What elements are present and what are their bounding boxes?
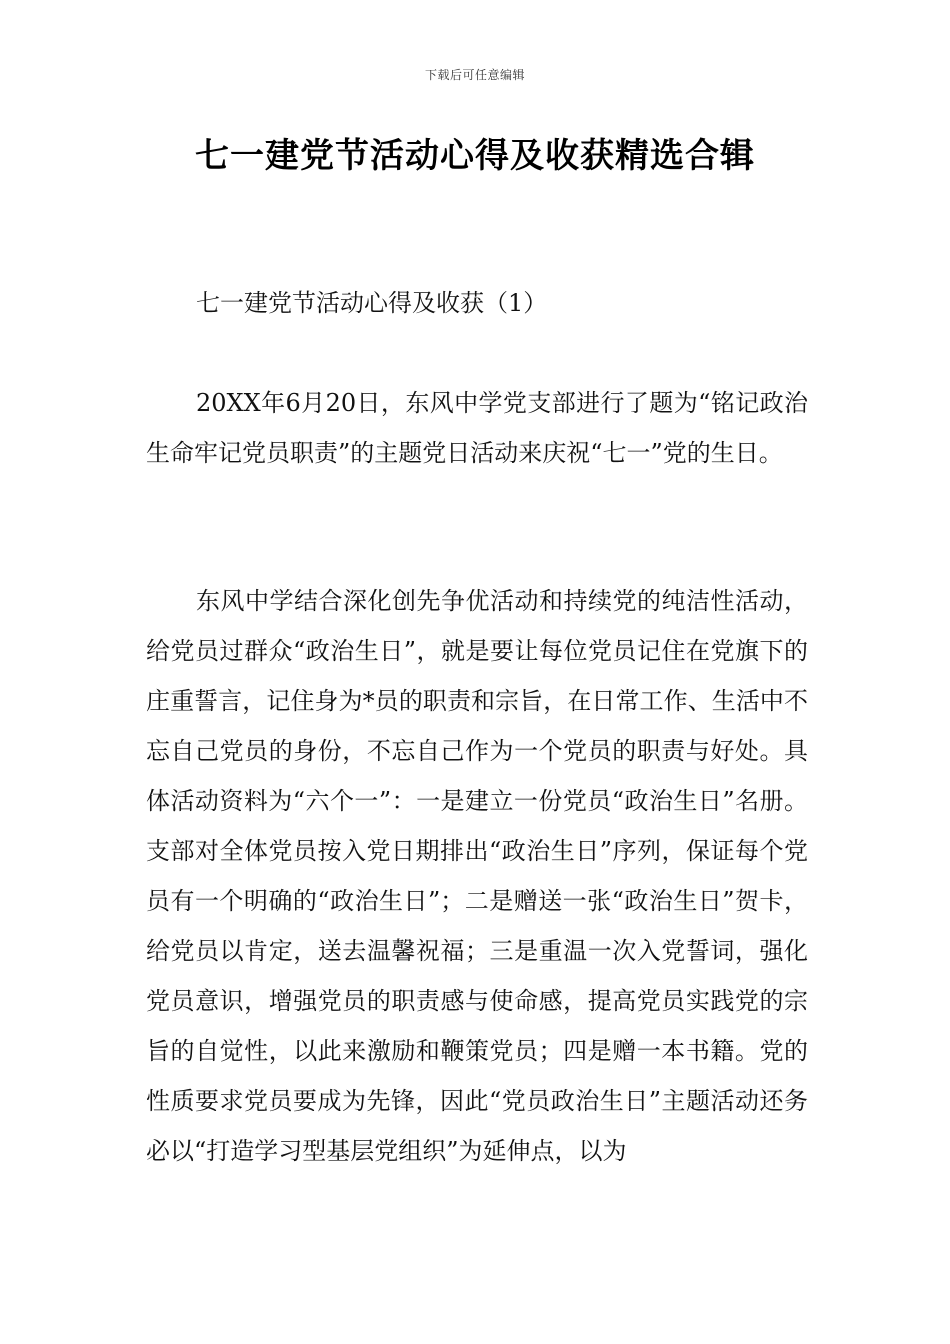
paragraph-2: 东风中学结合深化创先争优活动和持续党的纯洁性活动，给党员过群众“政治生日”，就是要让每位党员记住在党旗下的庄重誓言，记住身为*员的职责和宗旨，在日常工作、生活中不忘自己党员的身份，不忘自己作为一个党员的职责与好处。具体活动资料为“六个一”：一是建立一份党员“政治生日”名册。支部对全体党员按入党日期排出“政治生日”序列，保证每个党员有一个明确的“政治生日”；二是赠送一张“政治生日”贺卡，给党员以肯定，送去温馨祝福；三是重温一次入党誓词，强化党员意识，增强党员的职责感与使命感，提高党员实践党的宗旨的自觉性，以此来激励和鞭策党员；四是赠一本书籍。党的性质要求党员要成为先锋，因此“党员政治生日”主题活动还务必以“打造学习型基层党组织”为延伸点，以为 bbox=[146, 587, 808, 1165]
section-heading: 七一建党节活动心得及收获（1） bbox=[196, 289, 548, 317]
header-note: 下载后可任意编辑 bbox=[424, 68, 525, 82]
document-title: 七一建党节活动心得及收获精选合辑 bbox=[195, 136, 755, 176]
paragraph-1: 20XX年6月20日，东风中学党支部进行了题为“铭记政治生命牢记党员职责”的主题党日活动来庆祝“七一”党的生日。 bbox=[146, 389, 808, 467]
